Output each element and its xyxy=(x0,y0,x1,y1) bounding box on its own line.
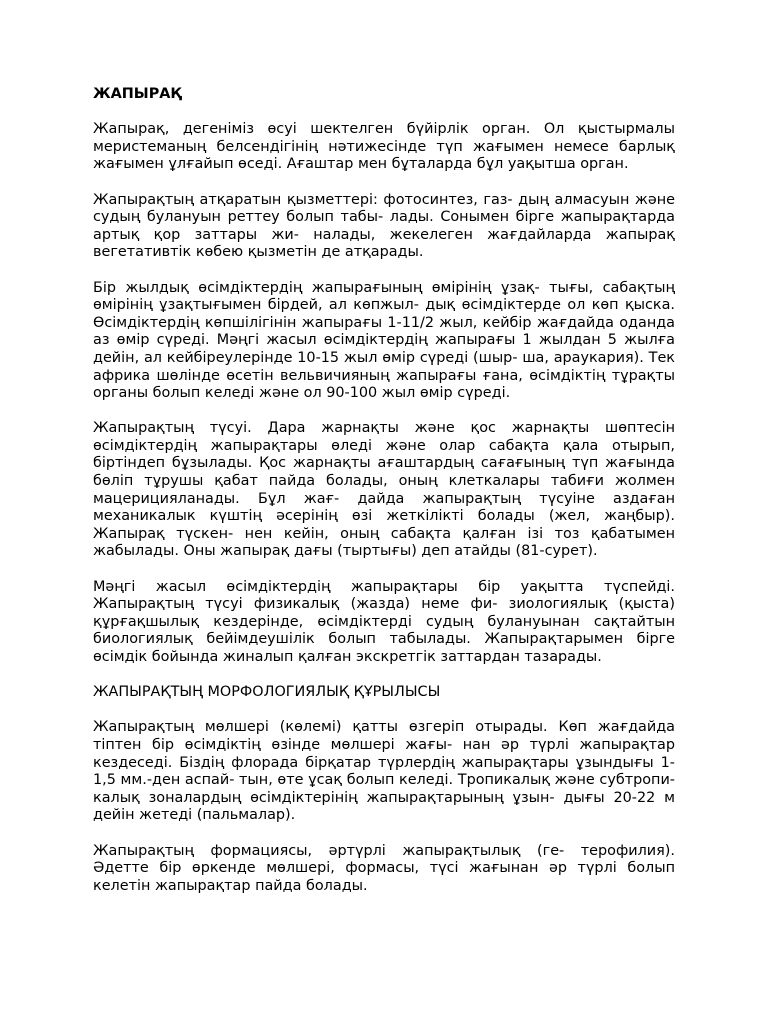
section-heading: ЖАПЫРАҚТЫҢ МОРФОЛОГИЯЛЫҚ ҚҰРЫЛЫСЫ xyxy=(93,684,441,701)
paragraph: Жапырақтың мөлшері (көлемі) қатты өзгеріп отырады. Көп жағдайда тіптен бір өсімдіктің өзінде мөлшері жағы- нан әр түрлі жапырақтар кездеседі. Біздің флорада бірқатар түрлердің жапырақтары ұзындығы 1-1,5 мм.-ден аспай- тын, өте ұсақ болып келеді. Тропикалық және субтропи- калық зоналардың өсімдіктерінің жапырақтарының ұзын- дығы 20-22 м дейін жетеді (пальмалар). xyxy=(93,719,675,824)
paragraph: Жапырақтың түсуі. Дара жарнақты және қос жарнақты шөптесін өсімдіктердің жапырақтары өледі және олар сабақта қала отырып, біртіндеп бұзылады. Қос жарнақты ағаштардың сағағының түп жағында бөліп тұрушы қабат пайда болады, оның клеткалары табиғи жолмен мацерицияланады. Бұл жағ- дайда жапырақтың түсуіне аздаған механикалык күштің әсерінің өзі жеткілікті болады (жел, жаңбыр). Жапырақ түскен- нен кейін, оның сабақта қалған ізі тоз қабатымен жабылады. Оны жапырақ дағы (тыртығы) деп атайды (81-сурет). xyxy=(93,420,675,560)
paragraph: Бір жылдық өсімдіктердің жапырағының өмірінің ұзақ- тығы, сабақтың өмірінің ұзақтығымен бірдей, ал көпжыл- дық өсімдіктерде ол көп қыска. Өсімдіктердің көпшілігінін жапырағы 1-11/2 жыл, кейбір жағдайда оданда аз өмір сүреді. Мәңгі жасыл өсімдіктердің жапырағы 1 жылдан 5 жылға дейін, ал кейбіреулерінде 10-15 жыл өмір сүреді (шыр- ша, араукария). Тек африка шөлінде өсетін вельвичияның жапырағы ғана, өсімдіктің тұрақты органы болып келеді және ол 90-100 жыл өмір сүреді. xyxy=(93,279,675,402)
document-page xyxy=(93,86,675,913)
paragraph: Мәңгі жасыл өсімдіктердің жапырақтары бір уақытта түспейді. Жапырақтың түсуі физикалық (жазда) неме фи- зиологиялық (қыста) құрғақшылық кездерінде, өсімдіктерді судың булануынан сақтайтын биологиялық бейімдеушілік болып табылады. Жапырақтарымен бірге өсімдік бойында жиналып қалған экскретгік заттардан тазарады. xyxy=(93,578,675,665)
document-title: ЖАПЫРАҚ xyxy=(93,86,182,102)
paragraph: Жапырақтың формациясы, әртүрлі жапырақтылық (ге- терофилия). Әдетте бір өркенде мөлшері, формасы, түсі жағынан әр түрлі болып келетін жапырақтар пайда болады. xyxy=(93,842,675,894)
paragraph: Жапырақтың атқаратын қызметтері: фотосинтез, газ- дың алмасуын және судың булануын реттеу болып табы- лады. Сонымен бірге жапырақтарда артық қор заттары жи- налады, жекелеген жағдайларда жапырақ вегетативтік көбею қызметін де атқарады. xyxy=(93,191,675,261)
paragraph: Жапырақ, дегеніміз өсуі шектелген бүйірлік орган. Ол қыстырмалы меристеманың белсендігінің нәтижесінде түп жағымен немесе барлық жағымен ұлғайып өседі. Ағаштар мен бұталарда бұл уақытша орган. xyxy=(93,121,675,173)
